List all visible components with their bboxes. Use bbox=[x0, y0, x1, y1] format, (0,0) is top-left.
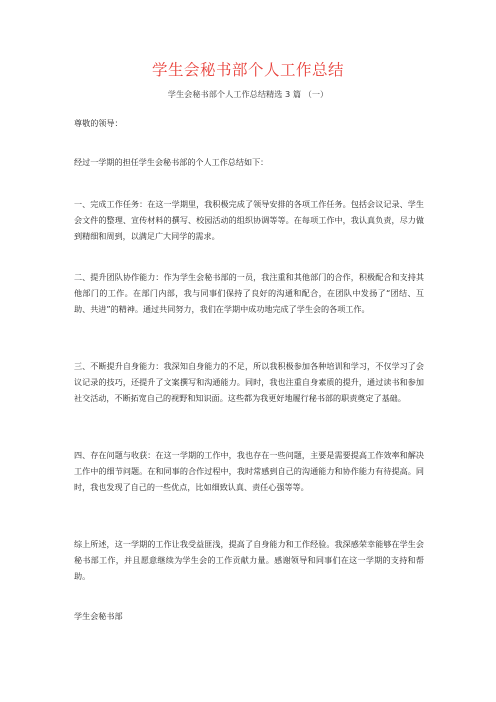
greeting: 尊敬的领导： bbox=[74, 118, 123, 128]
paragraph-1: 一、完成工作任务：在这一学期里，我积极完成了领导安排的各项工作任务。包括会议记录、学生会文件的整理、宣传材料的撰写、校园活动的组织协调等等。在每项工作中，我认真负责，尽力做到精细和周到，以满足广大同学的需求。 bbox=[74, 199, 424, 241]
paragraph-5: 综上所述，这一学期的工作让我受益匪浅，提高了自身能力和工作经验。我深感荣幸能够在学生会秘书部工作，并且愿意继续为学生会的工作贡献力量。感谢领导和同事们在这一学期的支持和帮助。 bbox=[74, 539, 424, 581]
document-title: 学生会秘书部个人工作总结 bbox=[151, 61, 344, 79]
paragraph-2: 二、提升团队协作能力：作为学生会秘书部的一员，我注重和其他部门的合作，积极配合和支持其他部门的工作。在部门内部，我与同事们保持了良好的沟通和配合，在团队中发扬了“团结、互助、共进”的精神。通过共同努力，我们在学期中成功地完成了学生会的各项工作。 bbox=[74, 272, 424, 314]
paragraph-3: 三、不断提升自身能力：我深知自身能力的不足，所以我积极参加各种培训和学习，不仅学习了会议记录的技巧，还提升了文案撰写和沟通能力。同时，我也注重自身素质的提升，通过读书和参加社交活动，不断拓宽自己的视野和知识面。这些都为我更好地履行秘书部的职责奠定了基础。 bbox=[74, 361, 424, 403]
document-subtitle: 学生会秘书部个人工作总结精选 3 篇 （一） bbox=[167, 89, 329, 99]
intro-paragraph: 经过一学期的担任学生会秘书部的个人工作总结如下： bbox=[74, 157, 269, 167]
signature: 学生会秘书部 bbox=[74, 611, 123, 621]
paragraph-4: 四、存在问题与收获：在这一学期的工作中，我也存在一些问题，主要是需要提高工作效率和解决工作中的细节问题。在和同事的合作过程中，我时常感到自己的沟通能力和协作能力有待提高。同时，我也发现了自己的一些优点，比如细致认真、责任心强等等。 bbox=[74, 450, 424, 492]
